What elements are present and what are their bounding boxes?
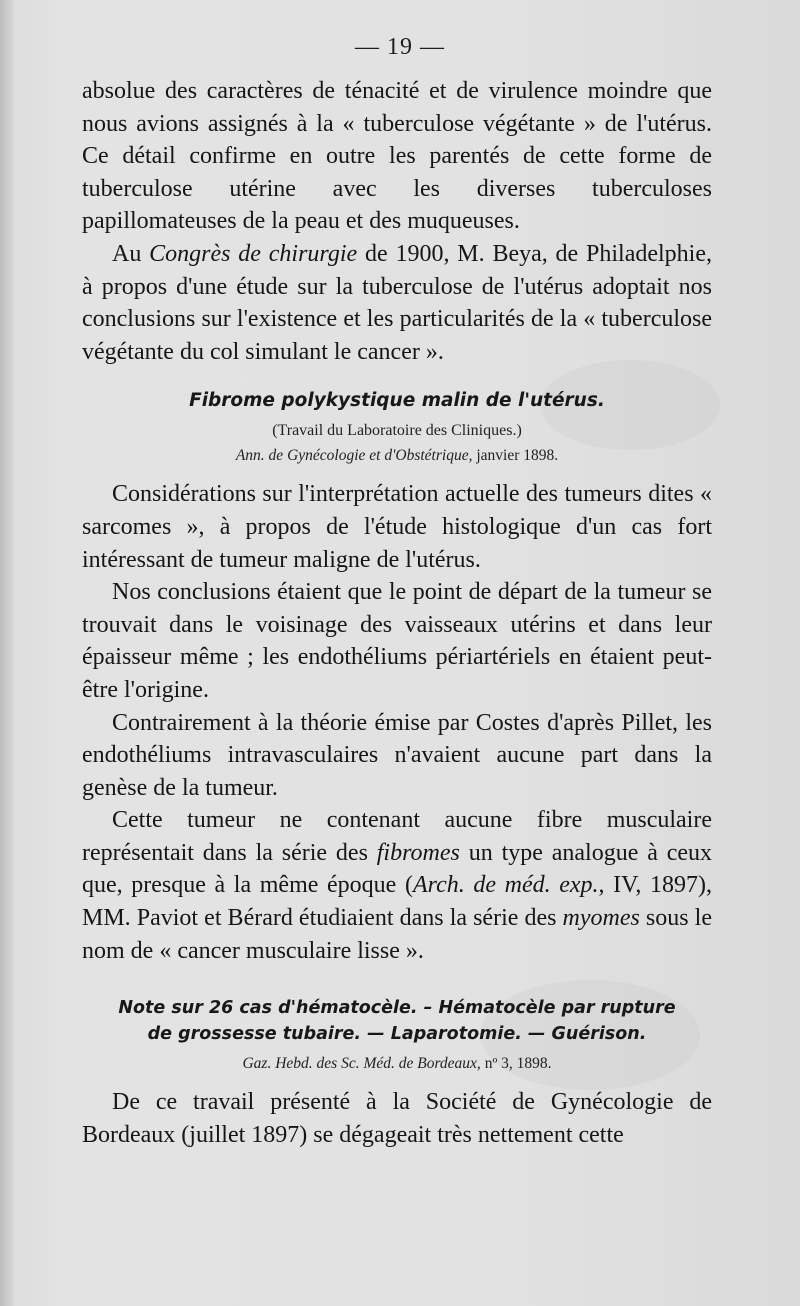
text-run: sous le nom de « cancer musculaire lisse ». — [82, 905, 713, 964]
source-date: janvier 1898. — [472, 447, 559, 465]
paragraph-conclusions: Nos conclusions étaient que le point de départ de la tumeur se trouvait dans le voisinage des vaisseaux utérins et dans leur épaisseur même ; les endothéliums périartériels en étaient peut-être l'origine. — [82, 579, 712, 703]
section-title-hematocele-line1: Note sur 26 cas d'hématocèle. – Hématocèle par rupture — [118, 998, 676, 1019]
paragraph-considerations: Considérations sur l'interprétation actuelle des tumeurs dites « sarcomes », à propos de l'étude histologique d'un cas fort intéressant de tumeur maligne de l'utérus. — [82, 481, 712, 573]
beya-prefix: Au — [112, 240, 150, 267]
source-gazette-italic: Gaz. Hebd. des Sc. Méd. de Bordeaux, — [242, 1055, 481, 1073]
paragraph-de-ce-travail: De ce travail présenté à la Société de Gynécologie de Bordeaux (juillet 1897) se dégageait très nettement cette — [82, 1089, 712, 1148]
text-run: Cette tumeur ne contenant aucune fibre musculaire représentait dans la série des — [82, 807, 712, 866]
source-journal-italic: Ann. de Gynécologie et d'Obstétrique, — [235, 447, 473, 465]
text-run: un type analogue à ceux que, presque à la même époque ( — [82, 839, 712, 899]
page-spine-shadow — [0, 0, 14, 1306]
section-subtitle-laboratoire: (Travail du Laboratoire des Cliniques.) — [272, 422, 522, 440]
section-source-annales — [82, 443, 712, 468]
source-number-date: nº 3, 1898. — [480, 1055, 552, 1073]
italic-myomes: myomes — [562, 905, 640, 932]
paragraph-cette-tumeur — [82, 804, 712, 967]
text-run: , IV, 1897), MM. Paviot et Bérard étudiaient dans la série des — [82, 872, 713, 932]
page-body — [82, 75, 712, 1151]
paragraph-continued: absolue des caractères de ténacité et de virulence moindre que nous avions assignés à la « tuberculose végétante » de l'utérus. Ce détail confirme en outre les parentés de cette forme de tuberculose utérine avec les diverses tuberculoses papillomateuses de la peau et des muqueuses. — [82, 78, 712, 235]
italic-fibromes: fibromes — [376, 839, 460, 866]
beya-congres-italic: Congrès de chirurgie — [149, 240, 358, 267]
section-title-hematocele-line2: de grossesse tubaire. — Laparotomie. — Guérison. — [147, 1024, 647, 1045]
section-source-gazette — [82, 1051, 712, 1076]
paragraph-beya — [82, 238, 712, 368]
italic-arch-med-exp: Arch. de méd. exp. — [412, 872, 599, 899]
page-number: — 19 — — [355, 34, 445, 60]
beya-suffix: de 1900, M. Beya, de Philadelphie, à propos d'une étude sur la tuberculose de l'utérus adoptait nos conclusions sur l'existence et les particularités de la « tuberculose végétante du col simulant le cancer ». — [82, 240, 713, 365]
section-title-fibrome: Fibrome polykystique malin de l'utérus. — [189, 390, 605, 412]
paragraph-contrairement: Contrairement à la théorie émise par Costes d'après Pillet, les endothéliums intravasculaires n'avaient aucune part dans la genèse de la tumeur. — [82, 709, 712, 801]
